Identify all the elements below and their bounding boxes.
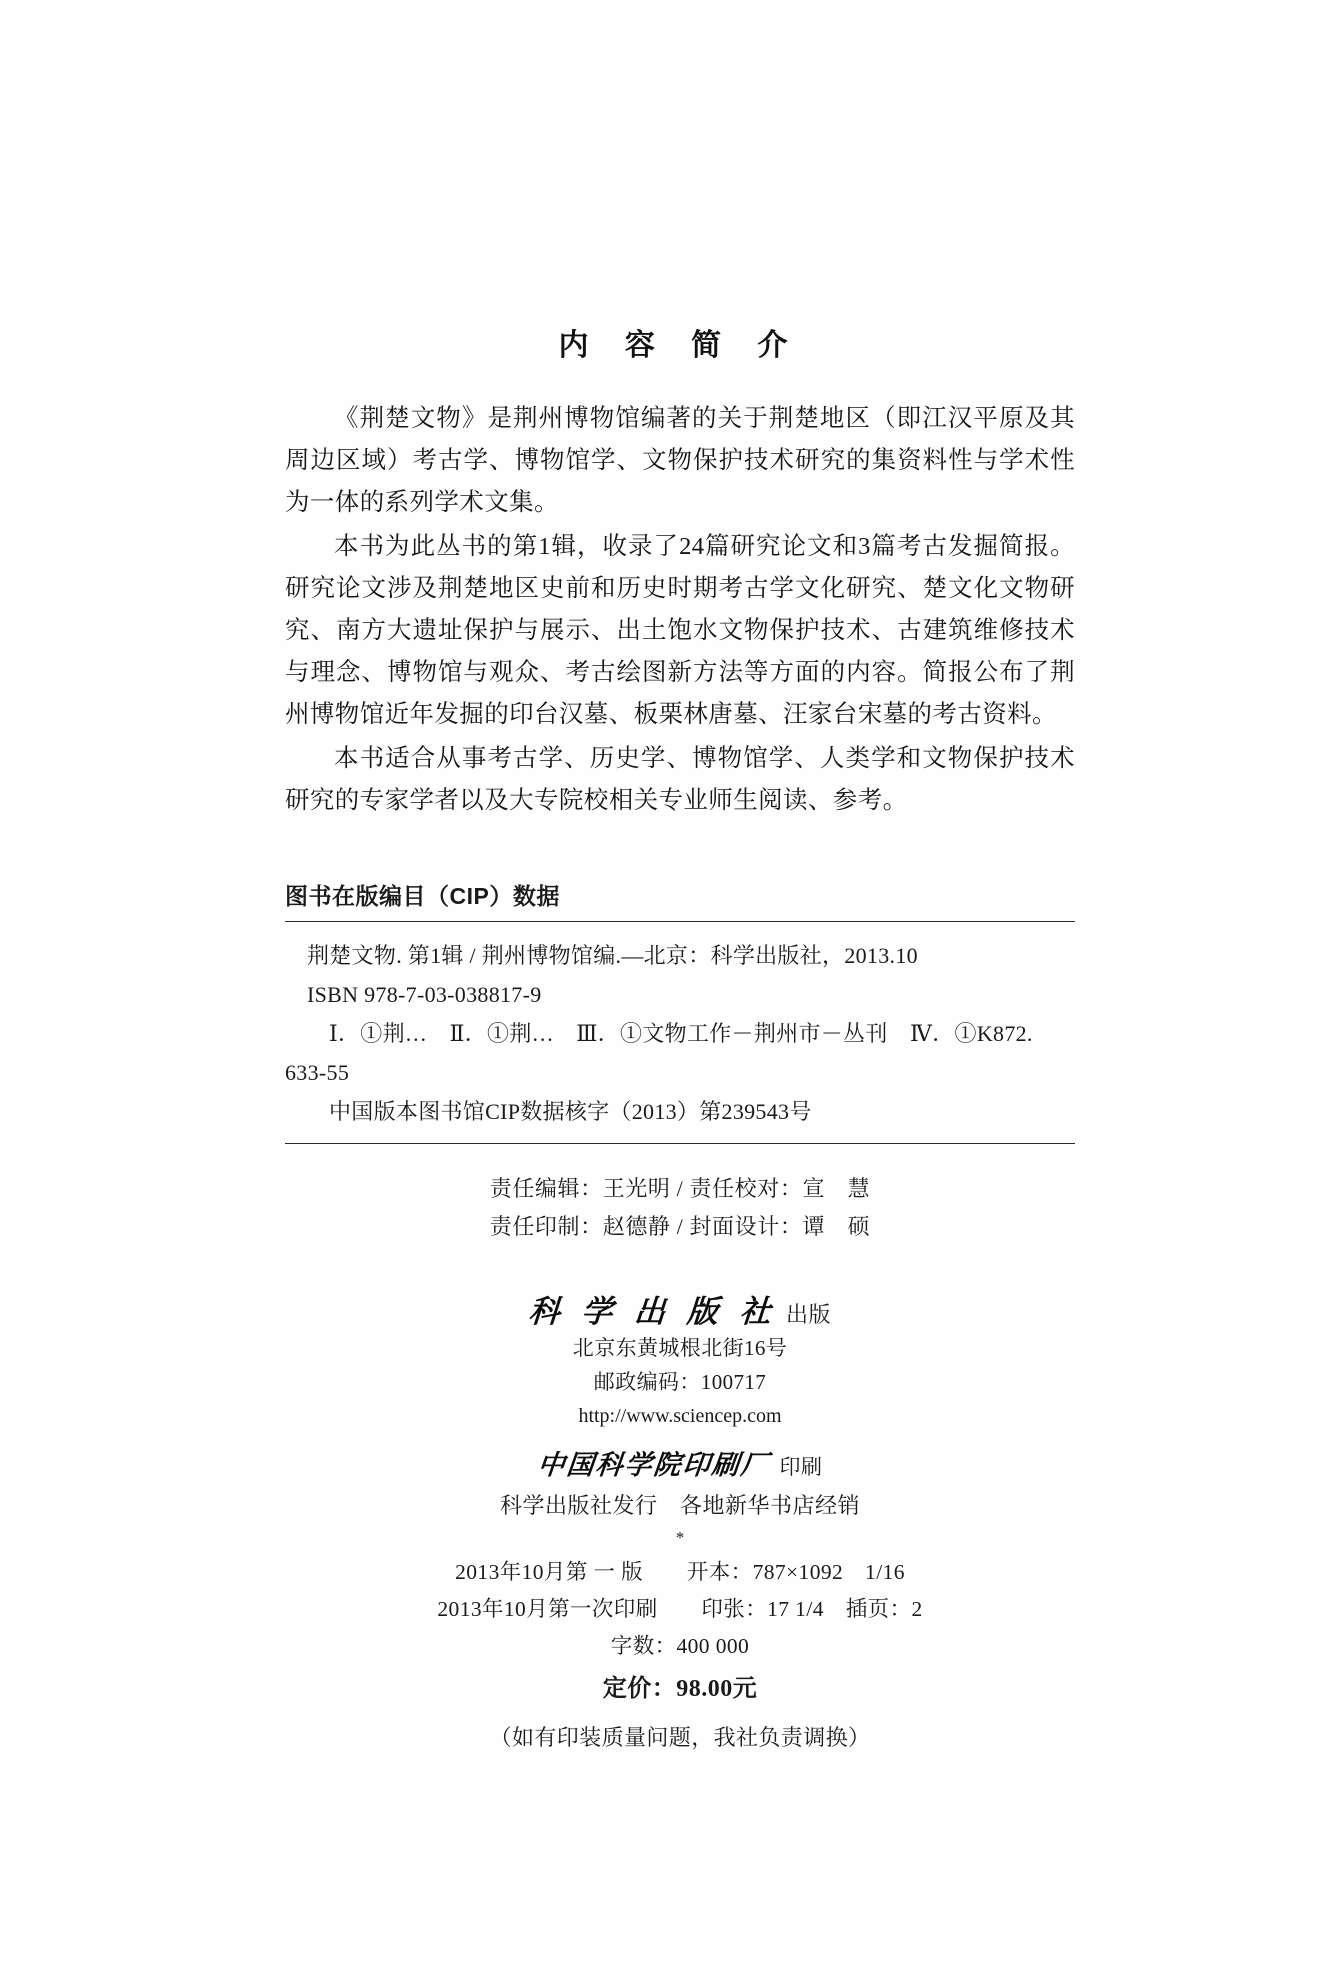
cip-line: Ⅰ．①荆… Ⅱ．①荆… Ⅲ．①文物工作－荆州市－丛刊 Ⅳ．①K872. <box>329 1021 1033 1046</box>
spec-row-impression: 2013年10月第一次印刷 印张：17 1/4 插页：2 <box>437 1597 923 1621</box>
abstract-paragraph: 本书为此丛书的第1辑，收录了24篇研究论文和3篇考古发掘简报。研究论文涉及荆楚地区史前和历史时期考古学文化研究、楚文化文物研究、南方大遗址保护与展示、出土饱水文物保护技术、古建筑维修技术与理念、博物馆与观众、考古绘图新方法等方面的内容。简报公布了荆州博物馆近年发掘的印台汉墓、板栗林唐墓、汪家台宋墓的考古资料。 <box>285 533 1075 728</box>
cip-line: 633-55 <box>285 1060 350 1085</box>
printer-row <box>285 1443 1075 1482</box>
publisher-address: 北京东黄城根北街16号 <box>572 1336 788 1360</box>
cip-line: 荆楚文物. 第1辑 / 荆州博物馆编.—北京：科学出版社，2013.10 <box>307 943 918 968</box>
separator-star: * <box>675 1528 685 1547</box>
page-content <box>285 320 1075 1759</box>
cip-bottom-rule <box>285 1143 1075 1144</box>
price-row: 定价：98.00元 <box>602 1676 758 1702</box>
print-specs-block <box>285 1554 1075 1759</box>
publisher-url: http://www.sciencep.com <box>578 1405 782 1427</box>
cip-block <box>285 878 1075 1144</box>
credit-line-production: 责任印制：赵德静 / 封面设计：谭 硕 <box>489 1214 871 1239</box>
distribution-line: 科学出版社发行 各地新华书店经销 <box>499 1493 860 1518</box>
abstract-title: 内 容 简 介 <box>558 329 802 362</box>
abstract-paragraph: 《荆楚文物》是荆州博物馆编著的关于荆楚地区（即江汉平原及其周边区域）考古学、博物馆学、文物保护技术研究的集资料性与学术性为一体的系列学术文集。 <box>285 405 1075 516</box>
cip-line: 中国版本图书馆CIP数据核字（2013）第239543号 <box>329 1099 812 1124</box>
credit-line-editor: 责任编辑：王光明 / 责任校对：宣 慧 <box>489 1176 871 1201</box>
printer-suffix: 印刷 <box>779 1455 823 1479</box>
spec-row-wordcount: 字数：400 000 <box>610 1634 750 1658</box>
cip-heading: 图书在版编目（CIP）数据 <box>285 883 560 909</box>
publisher-suffix: 出版 <box>785 1302 831 1327</box>
abstract-paragraph: 本书适合从事考古学、历史学、博物馆学、人类学和文物保护技术研究的专家学者以及大专院校相关专业师生阅读、参考。 <box>285 745 1075 814</box>
publisher-block <box>285 1286 1075 1548</box>
cip-line: ISBN 978-7-03-038817-9 <box>307 982 542 1007</box>
printer-name: 中国科学院印刷厂 <box>535 1450 771 1480</box>
publisher-row <box>285 1286 1075 1331</box>
cip-body <box>285 922 1075 1143</box>
spec-row-edition: 2013年10月第 一 版 开本：787×1092 1/16 <box>455 1560 905 1584</box>
publisher-name: 科 学 出 版 社 <box>527 1294 779 1329</box>
quality-note: （如有印装质量问题，我社负责调换） <box>489 1725 871 1750</box>
publisher-postcode: 邮政编码：100717 <box>593 1370 767 1394</box>
credits-block <box>285 1170 1075 1246</box>
